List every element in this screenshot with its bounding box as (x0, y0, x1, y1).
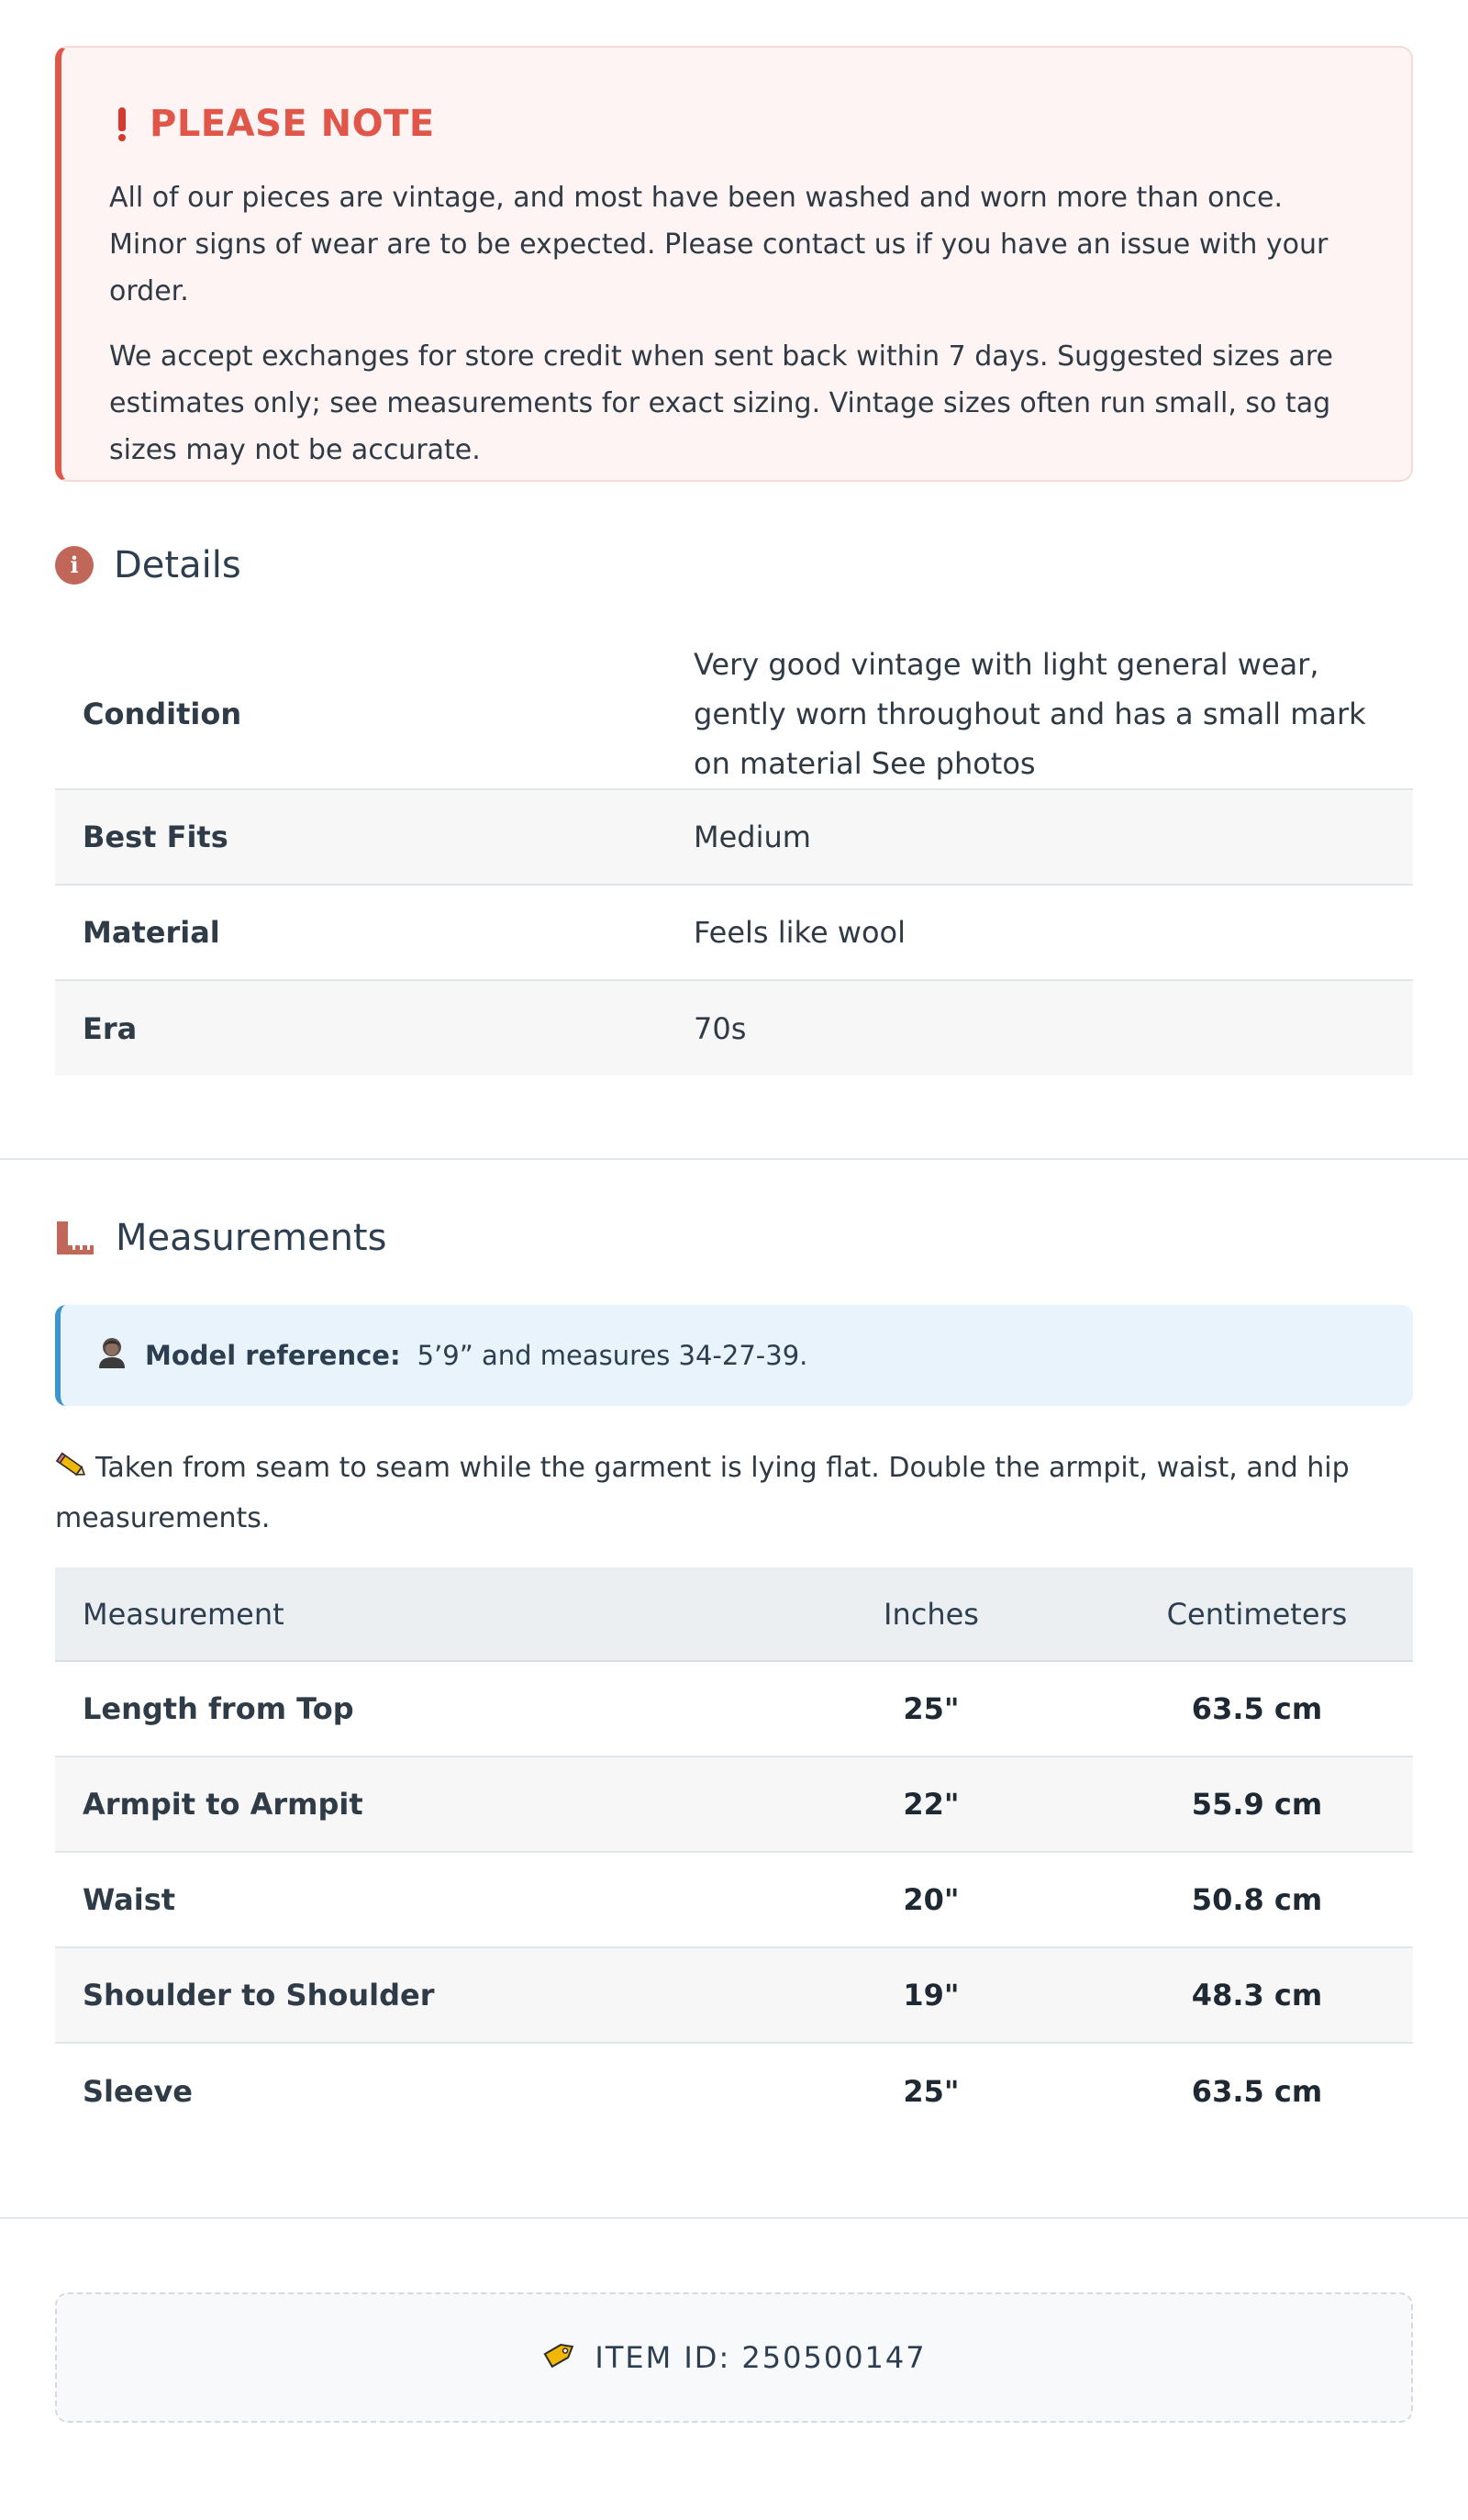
measurement-cm: 50.8 cm (1191, 1882, 1323, 1917)
measurement-cm: 48.3 cm (1191, 1978, 1323, 2013)
details-table (55, 640, 1413, 1076)
details-row (55, 640, 1413, 789)
table-row (55, 1661, 1413, 1756)
details-label: Best Fits (83, 820, 228, 854)
measurements-heading (55, 1217, 1413, 1259)
details-row (55, 885, 1413, 980)
pencil-icon (55, 1448, 88, 1495)
details-value: 70s (694, 1010, 747, 1046)
measurement-note-text: Taken from seam to seam while the garment is lying flat. Double the armpit, waist, and hip measurements. (55, 1452, 1350, 1534)
measurement-cm: 63.5 cm (1191, 1691, 1323, 1726)
measurements-table (55, 1567, 1413, 2138)
details-heading (55, 544, 1413, 586)
note-title: PLEASE NOTE (150, 103, 435, 145)
note-paragraph: All of our pieces are vintage, and most have been washed and worn more than once. Minor signs of wear are to be expected. Please contact us if you have an issue with your order. (109, 182, 1329, 307)
measurement-inches: 25" (903, 2073, 960, 2109)
column-header: Measurement (83, 1596, 284, 1632)
details-label: Condition (83, 697, 242, 731)
measurement-name: Armpit to Armpit (83, 1787, 363, 1822)
note-header (109, 103, 1363, 145)
details-title: Details (114, 544, 241, 586)
table-row (55, 1852, 1413, 1947)
table-row (55, 1756, 1413, 1852)
measurement-name: Length from Top (83, 1691, 354, 1726)
person-icon (95, 1335, 128, 1377)
measurement-inches: 20" (903, 1882, 960, 1917)
measurements-title: Measurements (116, 1217, 387, 1259)
table-row (55, 1947, 1413, 2043)
measurement-name: Waist (83, 1882, 176, 1917)
details-label: Material (83, 915, 220, 950)
measurement-inches: 19" (903, 1978, 960, 2013)
column-header: Inches (884, 1596, 979, 1632)
exclamation-icon (117, 107, 128, 140)
ruler-icon (55, 1220, 95, 1256)
section-divider (0, 1158, 1468, 1160)
details-value: Medium (694, 820, 811, 854)
model-reference-box (55, 1305, 1413, 1406)
details-label: Era (83, 1010, 138, 1046)
details-value: Feels like wool (694, 915, 906, 950)
note-paragraph: We accept exchanges for store credit when sent back within 7 days. Suggested sizes are estimates only; see measurements for exact sizing. Vintage sizes often run small, so tag sizes may not be accurate. (109, 340, 1334, 466)
measurement-name: Shoulder to Shoulder (83, 1978, 435, 2013)
please-note-box (55, 46, 1413, 482)
item-id-box (55, 2292, 1413, 2423)
info-icon: i (55, 546, 94, 585)
measurement-name: Sleeve (83, 2073, 193, 2109)
measurement-inches: 25" (903, 1691, 960, 1726)
tag-icon (541, 2336, 578, 2380)
details-row (55, 789, 1413, 885)
table-row (55, 2043, 1413, 2138)
measurement-inches: 22" (903, 1787, 960, 1822)
details-value: Very good vintage with light general wear, gently worn throughout and has a small mark on material See photos (694, 647, 1366, 781)
section-divider (0, 2217, 1468, 2219)
item-id-label: ITEM ID: 250500147 (595, 2340, 927, 2375)
measurement-cm: 63.5 cm (1191, 2073, 1323, 2109)
column-header: Centimeters (1166, 1596, 1348, 1632)
model-reference-text: 5’9” and measures 34-27-39. (417, 1340, 808, 1371)
measurements-header-row (55, 1567, 1413, 1661)
details-row (55, 980, 1413, 1076)
measurement-note (55, 1444, 1413, 1542)
measurement-cm: 55.9 cm (1191, 1787, 1323, 1822)
model-reference-label: Model reference: (145, 1340, 401, 1371)
